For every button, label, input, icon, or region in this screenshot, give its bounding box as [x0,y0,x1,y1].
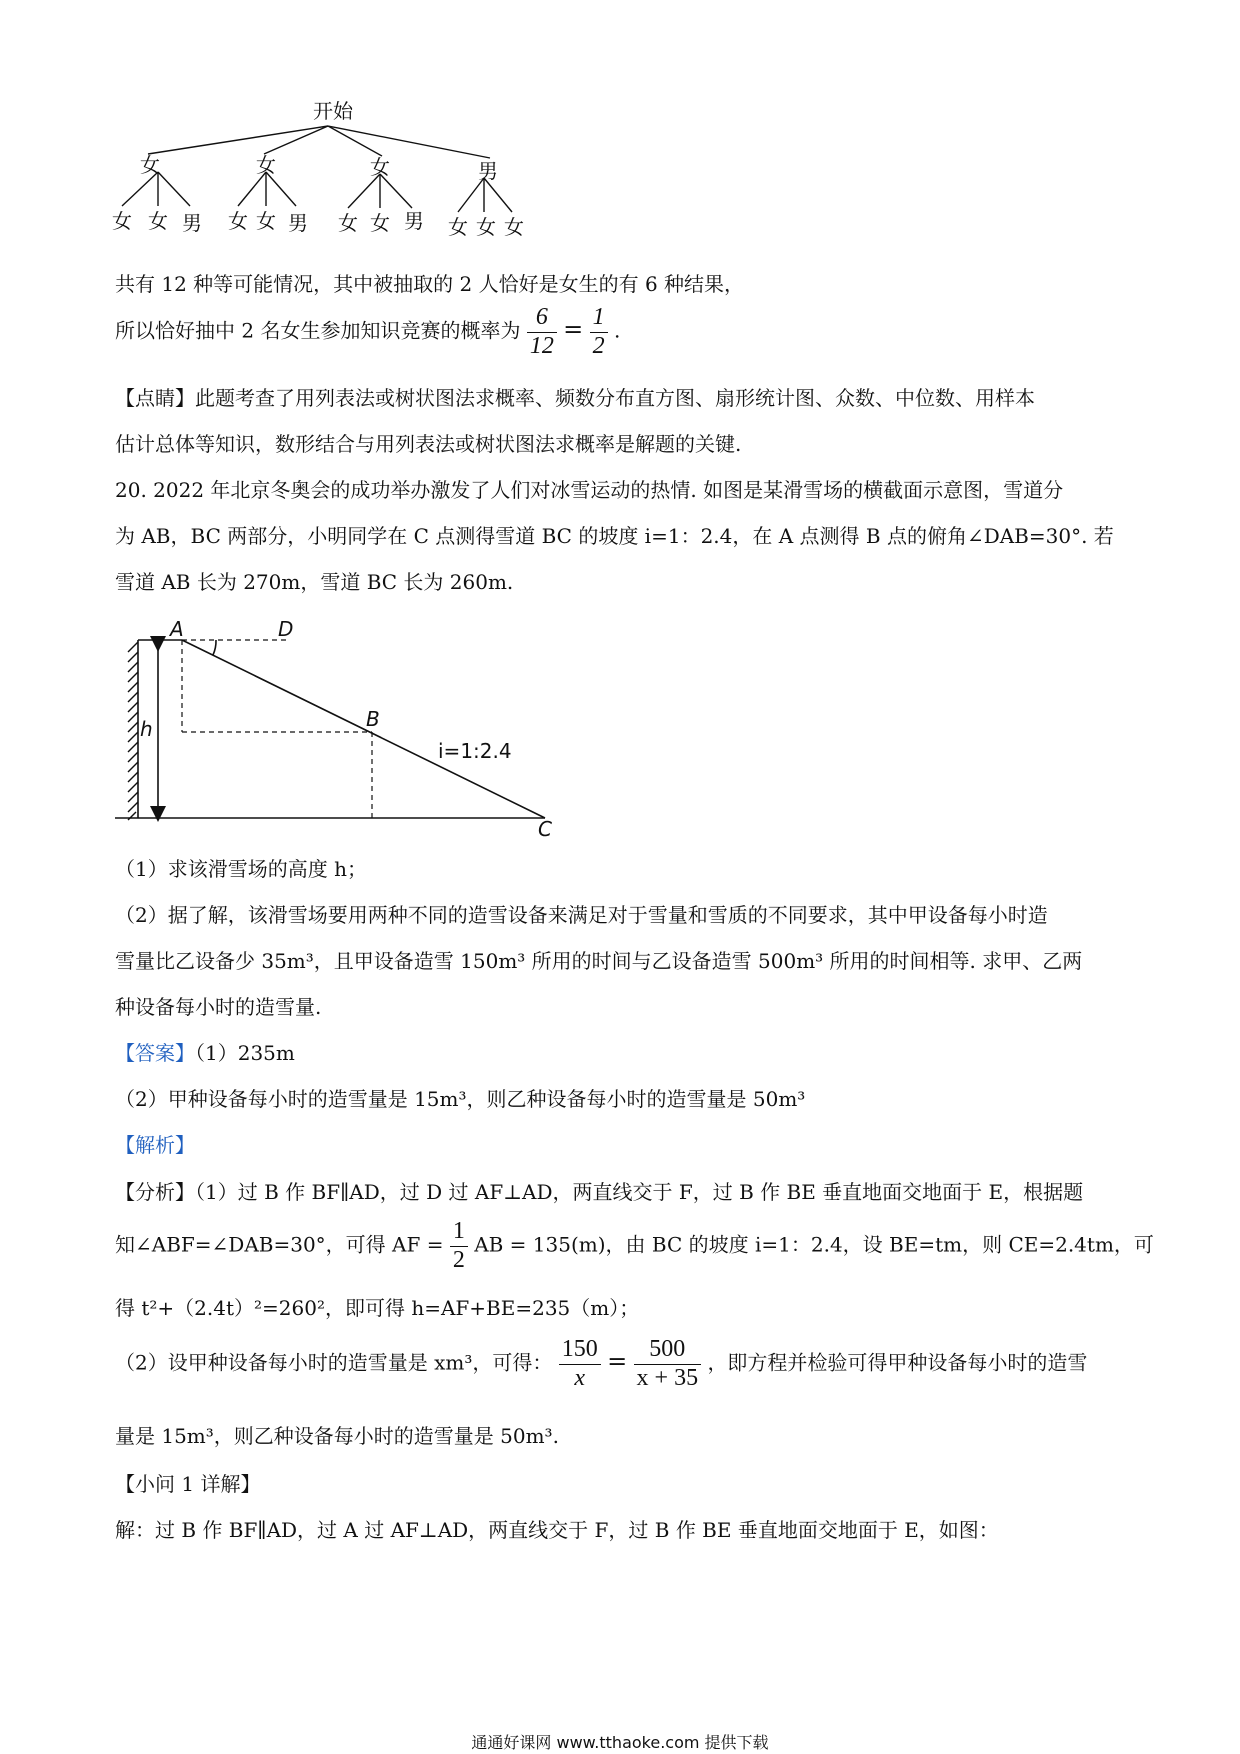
tree-leaf: 男 [182,211,202,235]
tree-root: 开始 [313,99,353,123]
point-C: C [538,817,552,838]
answer-line-1 [115,1041,1135,1065]
point-B: B [366,707,380,731]
period: . [614,318,621,343]
fraction-denominator: x + 35 [636,1364,699,1391]
tree-diagram [100,88,560,248]
comment-text: 此题考查了用列表法或树状图法求概率、频数分布直方图、扇形统计图、众数、中位数、用样本 [195,386,1035,410]
answer-label: 【答案】 [115,1041,195,1065]
analysis-head: 【分析】 [115,1180,195,1204]
tree-leaf: 女 [228,209,248,233]
tree-leaf: 女 [112,209,132,233]
answer-1: （1）235m [195,1041,295,1065]
tree-level1-2: 女 [256,153,276,177]
comment-line-2: 估计总体等知识，数形结合与用列表法或树状图法求概率是解题的关键. [115,432,742,456]
fraction-500-x35 [634,1336,702,1392]
question-2-line-3: 种设备每小时的造雪量. [115,995,322,1019]
fraction-numerator: 1 [450,1218,468,1247]
fraction-numerator: 6 [527,304,557,333]
slope-label: i=1:2.4 [438,739,512,763]
intro-line-2 [115,304,1135,360]
analysis-text-1: （1）过 B 作 BF∥AD，过 D 过 AF⊥AD，两直线交于 F，过 B 作 BE 垂直地面交地面于 E，根据题 [195,1180,1084,1204]
point-D: D [278,618,294,641]
fraction-numerator: 1 [590,304,608,333]
tree-level1-1: 女 [140,153,160,177]
page-footer: 通通好课网 www.tthaoke.com 提供下载 [471,1733,769,1752]
fraction-numerator: 150 [559,1336,601,1365]
tree-level1-4: 男 [478,159,498,183]
question-2-line-1: （2）据了解，该滑雪场要用两种不同的造雪设备来满足对于雪量和雪质的不同要求，其中甲设备每小时造 [115,903,1048,927]
tree-leaf: 女 [338,211,358,235]
ski-slope-figure [110,618,570,838]
analysis-line-5: 量是 15m³，则乙种设备每小时的造雪量是 50m³. [115,1424,559,1448]
tree-leaf: 女 [504,215,524,239]
fraction-denominator: 2 [592,332,605,359]
analysis-line-4 [115,1336,1135,1392]
intro-line-2-text: 所以恰好抽中 2 名女生参加知识竞赛的概率为 [115,318,521,343]
comment-line-1 [115,386,1135,410]
comment-label: 【点睛】 [115,386,195,410]
question-1: （1）求该滑雪场的高度 h； [115,857,367,881]
fraction-numerator: 500 [634,1336,702,1365]
tree-leaf: 男 [404,209,424,233]
tree-leaf: 男 [288,211,308,235]
analysis-text-2a: 知∠ABF=∠DAB=30°，可得 AF = [115,1232,444,1257]
tree-leaf: 女 [256,209,276,233]
analysis-line-3: 得 t²+（2.4t）²=260²，即可得 h=AF+BE=235（m）； [115,1296,640,1320]
fraction-denominator: 2 [452,1246,465,1273]
question-2-line-2: 雪量比乙设备少 35m³，且甲设备造雪 150m³ 所用的时间与乙设备造雪 500m³ 所用的时间相等. 求甲、乙两 [115,949,1083,973]
analysis-line-1 [115,1180,1135,1204]
analysis-text-4a: （2）设甲种设备每小时的造雪量是 xm³，可得： [115,1350,553,1375]
fraction-6-12 [527,304,557,360]
detail-line-1: 解：过 B 作 BF∥AD，过 A 过 AF⊥AD，两直线交于 F，过 B 作 BE 垂直地面交地面于 E，如图： [115,1518,999,1542]
analysis-text-4b: ，即方程并检验可得甲种设备每小时的造雪 [707,1350,1088,1375]
fraction-denominator: x [574,1364,586,1391]
detail-label: 【小问 1 详解】 [115,1472,261,1496]
analysis-label: 【解析】 [115,1133,195,1157]
problem-line-1: 20. 2022 年北京冬奥会的成功举办激发了人们对冰雪运动的热情. 如图是某滑雪场的横截面示意图，雪道分 [115,478,1064,502]
tree-leaf: 女 [476,215,496,239]
analysis-text-2b: AB = 135(m)，由 BC 的坡度 i=1：2.4，设 BE=tm，则 CE=2.4tm，可 [474,1232,1154,1257]
equals-sign: = [563,315,584,344]
fraction-1-2-analysis [450,1218,468,1274]
analysis-line-2 [115,1218,1154,1274]
tree-leaf: 女 [148,209,168,233]
tree-leaf: 女 [370,211,390,235]
fraction-denominator: 12 [529,332,554,359]
point-A: A [170,618,184,641]
equals-sign: = [607,1347,628,1376]
answer-2: （2）甲种设备每小时的造雪量是 15m³，则乙种设备每小时的造雪量是 50m³ [115,1087,806,1111]
tree-leaf: 女 [448,215,468,239]
problem-line-3: 雪道 AB 长为 270m，雪道 BC 长为 260m. [115,570,514,594]
height-label: h [140,717,153,741]
fraction-1-2 [590,304,608,360]
tree-level1-3: 女 [370,155,390,179]
intro-line-1: 共有 12 种等可能情况，其中被抽取的 2 人恰好是女生的有 6 种结果， [115,272,745,296]
fraction-150-x [559,1336,601,1392]
problem-line-2: 为 AB，BC 两部分，小明同学在 C 点测得雪道 BC 的坡度 i=1：2.4，在 A 点测得 B 点的俯角∠DAB=30°. 若 [115,524,1114,548]
